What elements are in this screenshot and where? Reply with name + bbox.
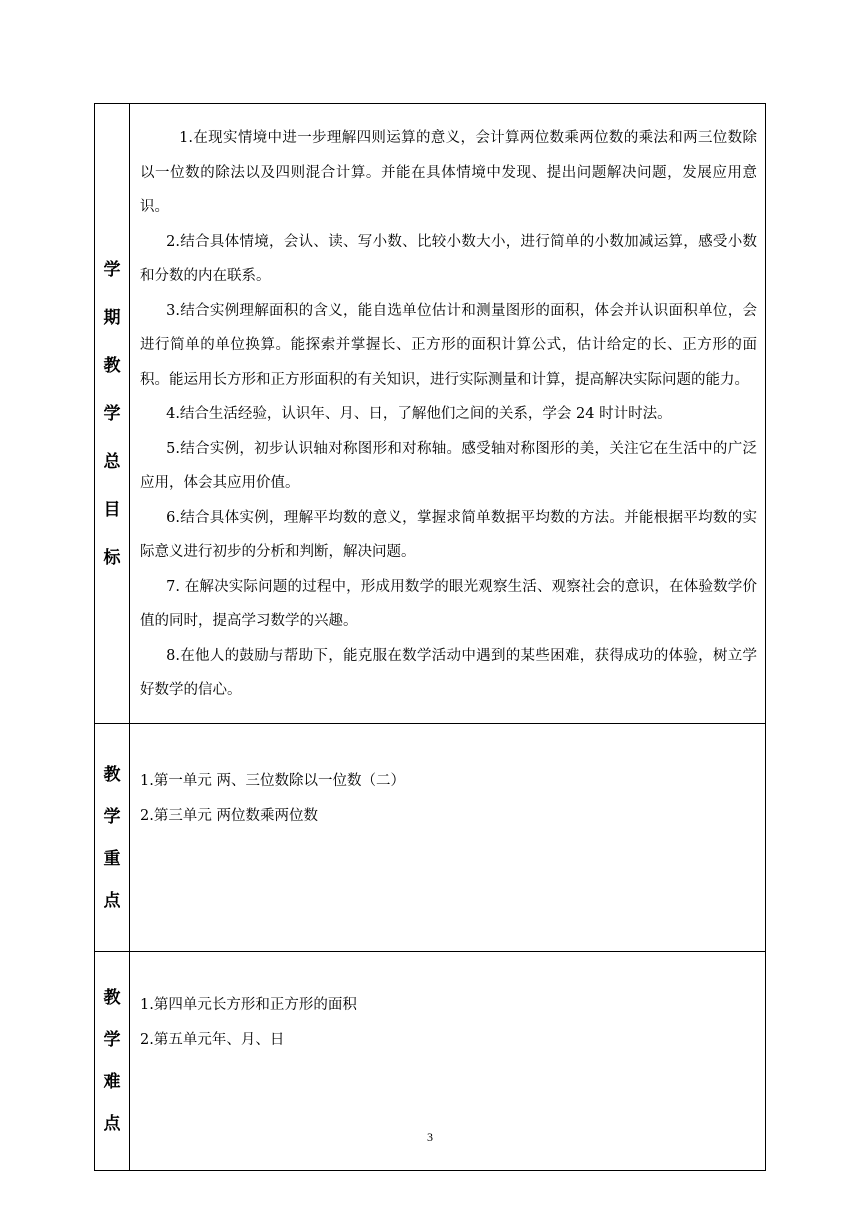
label-char: 点 — [103, 1114, 121, 1134]
label-char: 教 — [103, 355, 121, 376]
label-char: 教 — [103, 988, 121, 1008]
teaching-key-points-label — [95, 724, 130, 952]
label-char: 教 — [103, 764, 121, 785]
page-number: 3 — [427, 1130, 433, 1144]
label-char: 重 — [103, 848, 121, 869]
teaching-key-points-content — [130, 724, 766, 952]
difficulty-item: 2.第五单元年、月、日 — [140, 1032, 285, 1048]
semester-goals-label — [95, 104, 130, 724]
goal-paragraph: 4.结合生活经验，认识年、月、日，了解他们之间的关系，学会 24 时计时法。 — [166, 406, 672, 423]
label-char: 标 — [103, 547, 121, 568]
label-char: 总 — [103, 451, 121, 472]
semester-goals-row — [95, 104, 766, 724]
label-char: 目 — [103, 499, 121, 520]
key-point-item: 1.第一单元 两、三位数除以一位数（二） — [140, 773, 405, 789]
label-char: 学 — [103, 1030, 121, 1050]
goal-paragraph: 5.结合实例，初步认识轴对称图形和对称轴。感受轴对称图形的美，关注它在生活中的广泛应用，体会其应用价值。 — [140, 440, 757, 492]
label-char: 点 — [103, 890, 121, 911]
label-char: 学 — [103, 806, 121, 827]
plan-table — [94, 103, 766, 1171]
semester-goals-content — [130, 104, 766, 724]
goal-paragraph: 7. 在解决实际问题的过程中，形成用数学的眼光观察生活、观察社会的意识，在体验数学价值的同时，提高学习数学的兴趣。 — [140, 578, 757, 630]
goal-paragraph: 6.结合具体实例，理解平均数的意义，掌握求简单数据平均数的方法。并能根据平均数的实际意义进行初步的分析和判断，解决问题。 — [140, 509, 757, 561]
key-point-item: 2.第三单元 两位数乘两位数 — [140, 808, 318, 824]
goal-paragraph: 1.在现实情境中进一步理解四则运算的意义，会计算两位数乘两位数的乘法和两三位数除以一位数的除法以及四则混合计算。并能在具体情境中发现、提出问题解决问题，发展应用意识。 — [140, 130, 757, 216]
label-char: 学 — [103, 403, 121, 424]
goal-paragraph: 3.结合实例理解面积的含义，能自选单位估计和测量图形的面积，体会并认识面积单位，会进行简单的单位换算。能探索并掌握长、正方形的面积计算公式，估计给定的长、正方形的面积。能运用长方形和正方形面积的有关知识，进行实际测量和计算，提高解决实际问题的能力。 — [140, 302, 757, 388]
label-char: 难 — [103, 1072, 121, 1092]
goal-paragraph: 8.在他人的鼓励与帮助下，能克服在数学活动中遇到的某些困难，获得成功的体验，树立学好数学的信心。 — [140, 647, 757, 699]
difficulty-item: 1.第四单元长方形和正方形的面积 — [140, 997, 357, 1013]
teaching-key-points-row — [95, 724, 766, 952]
label-char: 学 — [103, 259, 121, 280]
label-char: 期 — [103, 307, 121, 328]
goal-paragraph: 2.结合具体情境，会认、读、写小数、比较小数大小，进行简单的小数加减运算，感受小数和分数的内在联系。 — [140, 233, 757, 285]
